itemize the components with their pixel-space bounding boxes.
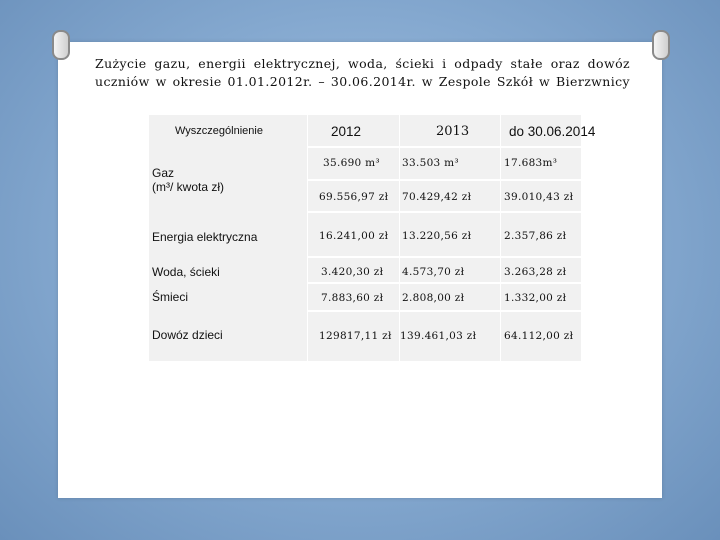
energia-2012: 16.241,00 zł <box>319 230 389 242</box>
header-wyszczegolnienie: Wyszczególnienie <box>175 125 263 137</box>
column-divider <box>307 115 308 361</box>
woda-2014: 3.263,28 zł <box>504 266 567 278</box>
row-divider <box>307 146 581 148</box>
energia-2014: 2.357,86 zł <box>504 230 567 242</box>
dowoz-2014: 64.112,00 zł <box>504 330 574 342</box>
row-label-energia: Energia elektryczna <box>152 230 258 244</box>
dowoz-2012: 129817,11 zł <box>319 330 392 342</box>
binder-ring-left-icon <box>52 30 70 60</box>
smieci-2013: 2.808,00 zł <box>402 292 465 304</box>
column-divider <box>399 115 400 361</box>
gaz-m3-2012: 35.690 m³ <box>323 157 380 169</box>
woda-2013: 4.573,70 zł <box>402 266 465 278</box>
data-table <box>149 115 596 361</box>
energia-2013: 13.220,56 zł <box>402 230 472 242</box>
binder-ring-right-icon <box>652 30 670 60</box>
gaz-zl-2014: 39.010,43 zł <box>504 191 574 203</box>
gaz-m3-2014: 17.683m³ <box>504 157 558 169</box>
row-divider <box>307 211 581 213</box>
row-label-dowoz: Dowóz dzieci <box>152 328 223 342</box>
row-label-smieci: Śmieci <box>152 290 189 304</box>
smieci-2012: 7.883,60 zł <box>321 292 384 304</box>
row-label-woda: Woda, ścieki <box>152 265 220 279</box>
row-divider <box>307 256 581 258</box>
woda-2012: 3.420,30 zł <box>321 266 384 278</box>
gaz-zl-2013: 70.429,42 zł <box>402 191 472 203</box>
header-do-30-06-2014: do 30.06.2014 <box>509 124 596 139</box>
gaz-m3-2013: 33.503 m³ <box>402 157 459 169</box>
title-line-2: uczniów w okresie 01.01.2012r. – 30.06.2014r. w Zespole Szkół w Bierzwnicy <box>95 74 630 89</box>
column-divider <box>500 115 501 361</box>
dowoz-2013: 139.461,03 zł <box>400 330 477 342</box>
row-divider <box>307 282 581 284</box>
row-divider <box>307 310 581 312</box>
header-2012: 2012 <box>331 124 362 139</box>
smieci-2014: 1.332,00 zł <box>504 292 567 304</box>
row-label-gaz-unit: (m³/ kwota zł) <box>152 180 224 194</box>
row-divider <box>307 179 581 181</box>
slide-title <box>95 55 630 91</box>
gaz-zl-2012: 69.556,97 zł <box>319 191 389 203</box>
row-label-gaz: Gaz <box>152 166 175 180</box>
header-2013: 2013 <box>436 124 470 139</box>
title-line-1: Zużycie gazu, energii elektrycznej, woda, ścieki i odpady stałe oraz dowóz <box>95 56 630 71</box>
